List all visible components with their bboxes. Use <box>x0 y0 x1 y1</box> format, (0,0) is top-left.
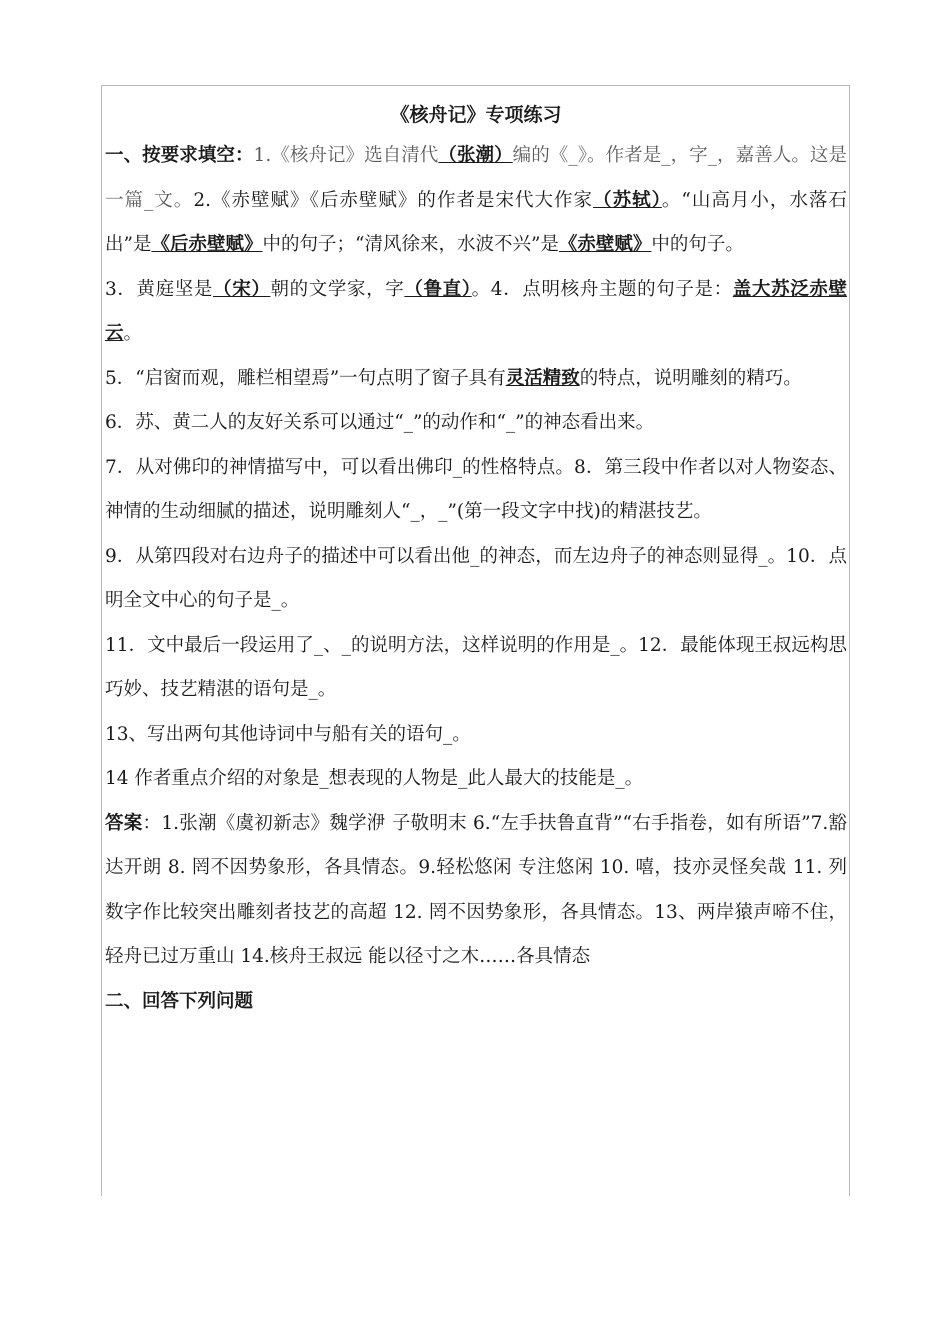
question-text: 朝的文学家，字 <box>270 278 405 300</box>
question-text: 中的句子；“清风徐来，水波不兴”是 <box>262 234 559 255</box>
question-text: 的特点，说明雕刻的精巧。 <box>579 367 802 389</box>
section1-para2 <box>105 268 847 357</box>
question-9-10: 9．从第四段对右边舟子的描述中可以看出他_的神态，而左边舟子的神态则显得_。10．点明全文中心的句子是_。 <box>105 545 847 611</box>
section1-para1 <box>105 134 847 268</box>
question-13: 13、写出两句其他诗词中与船有关的语句_。 <box>105 723 471 745</box>
section1-para3-runs <box>105 368 802 389</box>
answer-fill: 灵活精致 <box>505 367 580 389</box>
answer-fill: （张潮） <box>438 145 513 166</box>
question-7-8: 7．从对佛印的神情描写中，可以看出佛印_的性格特点。8．第三段中作者以对人物姿态、神情的生动细腻的描述，说明雕刻人“_，_”(第一段文字中找)的精湛技艺。 <box>105 456 847 522</box>
section1-para2-runs <box>105 279 847 345</box>
answer-fill: （苏轼） <box>593 189 662 211</box>
section1-heading: 一、按要求填空： <box>105 145 254 166</box>
question-text: 编的《_》。作者是_，字_，嘉善人。这是一篇_文。 <box>105 145 847 211</box>
document-title: 《核舟记》专项练习 <box>390 104 562 126</box>
answers-label: 答案 <box>105 812 143 834</box>
answer-fill: 《赤壁赋》 <box>558 234 652 255</box>
document-body <box>105 96 847 1024</box>
question-text: 1.《核舟记》选自清代 <box>253 145 439 166</box>
answer-fill: 《后赤壁赋》 <box>151 234 263 255</box>
answer-fill: （宋） <box>213 278 271 300</box>
question-text: 。4．点明核舟主题的句子是： <box>471 278 733 300</box>
answers-block <box>105 802 847 980</box>
answers-text: ：1.张潮《虞初新志》魏学洢 子敬明末 6.“左手扶鲁直背”“右手指卷，如有所语”7.豁达开朗 8. 罔不因势象形，各具情态。9.轻松悠闲 专注悠闲 10. 嘻，技亦灵怪矣哉 11. 列数字作比较突出雕刻者技艺的高超 12. 罔不因势象形，各具情态。13、两岸猿声啼不住，轻舟已过万重山 14.核舟王叔远 能以径寸之木……各具情态 <box>105 812 847 967</box>
question-6: 6．苏、黄二人的友好关系可以通过“_”的动作和“_”的神态看出来。 <box>105 412 655 433</box>
answer-fill: 盖大苏泛赤壁云 <box>105 278 847 344</box>
question-14: 14 作者重点介绍的对象是_想表现的人物是_此人最大的技能是_。 <box>105 768 644 789</box>
question-11-12: 11．文中最后一段运用了_、_的说明方法，这样说明的作用是_。12．最能体现王叔远构思巧妙、技艺精湛的语句是_。 <box>105 634 847 700</box>
question-text: 。“山高月小，水落石出”是 <box>105 189 847 255</box>
question-text: 3．黄庭坚是 <box>105 278 214 300</box>
question-text: 。 <box>123 323 143 344</box>
question-text: 2.《赤壁赋》《后赤壁赋》的作者是宋代大作家 <box>193 189 594 211</box>
question-text: 5．“启窗而观，雕栏相望焉”一句点明了窗子具有 <box>105 367 506 389</box>
question-text: 中的句子。 <box>651 234 744 255</box>
answer-fill: （鲁直） <box>404 278 472 300</box>
section2-heading: 二、回答下列问题 <box>105 990 254 1012</box>
section1-para3 <box>105 357 847 402</box>
